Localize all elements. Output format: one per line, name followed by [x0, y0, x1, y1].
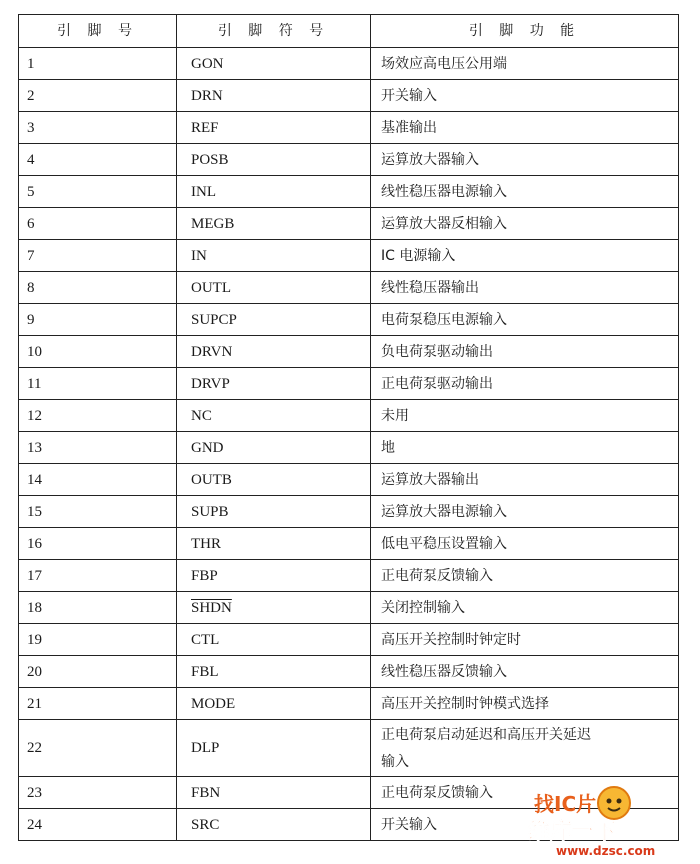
table-row: [19, 144, 679, 176]
table-row: [19, 624, 679, 656]
pin-number: 8: [19, 272, 177, 304]
pin-number: 18: [19, 592, 177, 624]
pin-symbol: FBN: [177, 777, 371, 809]
pin-function: IC 电源输入: [371, 240, 679, 272]
pin-number: 9: [19, 304, 177, 336]
pin-function: 基准输出: [371, 112, 679, 144]
pin-number: 13: [19, 432, 177, 464]
pin-number: 23: [19, 777, 177, 809]
table-row: [19, 176, 679, 208]
pin-function: 低电平稳压设置输入: [371, 528, 679, 560]
pin-number: 22: [19, 720, 177, 777]
pin-number: 10: [19, 336, 177, 368]
pin-function: 开关输入: [371, 809, 679, 841]
table-row: [19, 720, 679, 777]
pin-symbol: DRN: [177, 80, 371, 112]
table-row: [19, 688, 679, 720]
pin-function-table: [18, 14, 679, 841]
pin-function: 电荷泵稳压电源输入: [371, 304, 679, 336]
pin-symbol: OUTL: [177, 272, 371, 304]
pin-number: 2: [19, 80, 177, 112]
watermark-bottom-text: 维库一下: [528, 820, 617, 845]
table-row: [19, 528, 679, 560]
pin-function: 线性稳压器输出: [371, 272, 679, 304]
pin-symbol: DRVN: [177, 336, 371, 368]
table-row: [19, 112, 679, 144]
pin-number: 15: [19, 496, 177, 528]
pin-symbol: SUPB: [177, 496, 371, 528]
table-row: [19, 496, 679, 528]
pin-function: 关闭控制输入: [371, 592, 679, 624]
table-row: [19, 368, 679, 400]
mascot-face-icon: [598, 787, 630, 819]
pin-number: 16: [19, 528, 177, 560]
dzsc-watermark-logo: [526, 781, 696, 859]
pin-number: 21: [19, 688, 177, 720]
table-row: [19, 592, 679, 624]
pin-function: 地: [371, 432, 679, 464]
table-row: [19, 656, 679, 688]
pin-symbol: INL: [177, 176, 371, 208]
table-row: [19, 208, 679, 240]
pin-number: 3: [19, 112, 177, 144]
pin-symbol: SUPCP: [177, 304, 371, 336]
pin-number: 20: [19, 656, 177, 688]
table-row: [19, 304, 679, 336]
pin-symbol: POSB: [177, 144, 371, 176]
table-row: [19, 48, 679, 80]
pin-number: 1: [19, 48, 177, 80]
pin-function: 运算放大器输入: [371, 144, 679, 176]
header-pin-number: 引 脚 号: [19, 15, 177, 48]
pin-function: 高压开关控制时钟定时: [371, 624, 679, 656]
table-row: [19, 336, 679, 368]
table-row: [19, 432, 679, 464]
pin-number: 4: [19, 144, 177, 176]
table-row: [19, 80, 679, 112]
pin-function: 开关输入: [371, 80, 679, 112]
pin-number: 14: [19, 464, 177, 496]
pin-symbol: FBP: [177, 560, 371, 592]
pin-function: 运算放大器反相输入: [371, 208, 679, 240]
pin-function: 运算放大器输出: [371, 464, 679, 496]
pin-symbol: MEGB: [177, 208, 371, 240]
watermark-url: www.dzsc.com: [556, 844, 656, 858]
pin-symbol: OUTB: [177, 464, 371, 496]
pin-function: 场效应高电压公用端: [371, 48, 679, 80]
table-row: [19, 560, 679, 592]
pin-symbol: SRC: [177, 809, 371, 841]
pin-function: 线性稳压器电源输入: [371, 176, 679, 208]
pin-function: 线性稳压器反馈输入: [371, 656, 679, 688]
pin-symbol: DRVP: [177, 368, 371, 400]
pin-number: 19: [19, 624, 177, 656]
table-row: [19, 400, 679, 432]
pin-function: 未用: [371, 400, 679, 432]
pin-symbol: CTL: [177, 624, 371, 656]
pin-number: 17: [19, 560, 177, 592]
pin-function: 正电荷泵反馈输入: [371, 560, 679, 592]
pin-symbol-active-low: SHDN: [177, 592, 371, 624]
pin-function: [371, 720, 679, 777]
pin-function: 运算放大器电源输入: [371, 496, 679, 528]
pin-number: 24: [19, 809, 177, 841]
pin-function-line-1: 正电荷泵启动延迟和高压开关延迟: [381, 727, 591, 743]
pin-symbol: THR: [177, 528, 371, 560]
pin-symbol: REF: [177, 112, 371, 144]
pin-number: 7: [19, 240, 177, 272]
pin-symbol: MODE: [177, 688, 371, 720]
pin-symbol: DLP: [177, 720, 371, 777]
watermark-top-text: 找IC片: [534, 792, 597, 816]
pin-number: 6: [19, 208, 177, 240]
table-row: [19, 272, 679, 304]
pin-function: 高压开关控制时钟模式选择: [371, 688, 679, 720]
pin-symbol: GON: [177, 48, 371, 80]
watermark-graphic: [526, 781, 696, 859]
pin-symbol: FBL: [177, 656, 371, 688]
pin-function: 正电荷泵反馈输入: [371, 777, 679, 809]
pin-function: 正电荷泵驱动输出: [371, 368, 679, 400]
pin-symbol: IN: [177, 240, 371, 272]
table-header-row: [19, 15, 679, 48]
pin-symbol: NC: [177, 400, 371, 432]
header-pin-function: 引 脚 功 能: [371, 15, 679, 48]
table-row: [19, 240, 679, 272]
table-row: [19, 464, 679, 496]
pin-number: 11: [19, 368, 177, 400]
pin-number: 5: [19, 176, 177, 208]
pin-function: 负电荷泵驱动输出: [371, 336, 679, 368]
pin-symbol: GND: [177, 432, 371, 464]
pin-function-line-2: 输入: [381, 754, 409, 770]
pin-number: 12: [19, 400, 177, 432]
header-pin-symbol: 引 脚 符 号: [177, 15, 371, 48]
